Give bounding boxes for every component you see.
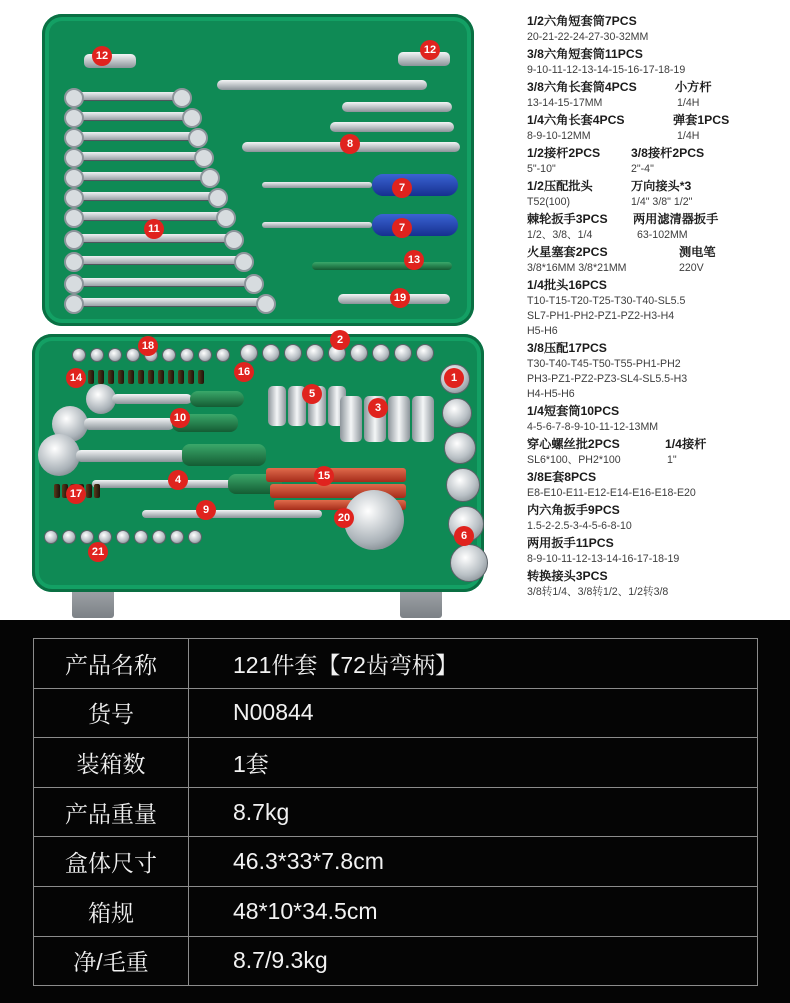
table-row (34, 787, 758, 837)
badge: 11 (144, 219, 164, 239)
socket (152, 530, 166, 544)
large-socket (442, 398, 472, 428)
socket (162, 348, 176, 362)
badge: 1 (444, 368, 464, 388)
badge: 16 (234, 362, 254, 382)
socket (134, 530, 148, 544)
badge: 15 (314, 466, 334, 486)
combination-wrench (74, 132, 198, 140)
table-value: 121件套【72齿弯柄】 (189, 639, 758, 689)
badge: 6 (454, 526, 474, 546)
spec-detail: SL7-PH1-PH2-PZ1-PZ2-H3-H4 (527, 310, 675, 322)
socket (284, 344, 302, 362)
spec-detail-row (527, 261, 785, 276)
spec-title: 小方杆 (675, 80, 712, 94)
spec-detail: 1/2、3/8、1/4 (527, 229, 593, 241)
bit (94, 484, 100, 498)
table-row (34, 639, 758, 689)
spec-title: 1/2接杆2PCS (527, 146, 601, 160)
large-socket (450, 544, 488, 582)
bit (86, 484, 92, 498)
spec-detail: 1/4H (677, 130, 700, 142)
socket (350, 344, 368, 362)
product-info-panel (0, 620, 790, 1003)
combination-wrench (74, 172, 210, 180)
spec-title: 3/8压配17PCS (527, 341, 607, 355)
socket (44, 530, 58, 544)
spec-title: 万向接头*3 (631, 179, 692, 193)
table-value: 8.7/9.3kg (189, 936, 758, 986)
spec-title-row (527, 243, 785, 261)
bit (88, 370, 94, 384)
badge: 12 (92, 46, 112, 66)
combination-wrench (74, 278, 254, 286)
badge: 19 (390, 288, 410, 308)
spec-title: 3/8六角长套筒4PCS (527, 80, 637, 94)
table-row (34, 837, 758, 887)
table-value: N00844 (189, 688, 758, 738)
spec-detail: 3/8*16MM 3/8*21MM (527, 262, 627, 274)
spec-title: 1/4批头16PCS (527, 278, 607, 292)
spec-detail-row (527, 453, 785, 468)
hex-key-set (266, 468, 406, 482)
table-value: 48*10*34.5cm (189, 886, 758, 936)
badge: 2 (330, 330, 350, 350)
spec-title: 内六角扳手9PCS (527, 503, 620, 517)
spec-title: 棘轮扳手3PCS (527, 212, 608, 226)
table-row (34, 738, 758, 788)
badge: 17 (66, 484, 86, 504)
table-key: 净/毛重 (34, 936, 189, 986)
socket (80, 530, 94, 544)
spec-detail: 13-14-15-17MM (527, 97, 603, 109)
spec-detail: 8-9-10-12MM (527, 130, 591, 142)
spec-detail: 2"-4" (631, 163, 654, 175)
socket (90, 348, 104, 362)
spec-title-row (527, 111, 785, 129)
screwdriver (372, 214, 458, 236)
spec-title: 1/2压配批头 (527, 179, 593, 193)
table-key: 装箱数 (34, 738, 189, 788)
spec-detail: 220V (679, 262, 704, 274)
badge: 4 (168, 470, 188, 490)
ratchet-shaft (112, 394, 192, 404)
test-pen (312, 262, 452, 270)
table-value: 1套 (189, 738, 758, 788)
spec-detail: 8-9-10-11-12-13-14-16-17-18-19 (527, 553, 680, 565)
spec-detail: 1.5-2-2.5-3-4-5-6-8-10 (527, 520, 632, 532)
table-row (34, 936, 758, 986)
product-info-table (33, 638, 758, 986)
spec-title: 1/4接杆 (665, 437, 707, 451)
spec-title-row (527, 78, 785, 96)
socket (108, 348, 122, 362)
combination-wrench (74, 152, 204, 160)
badge: 10 (170, 408, 190, 428)
bit (118, 370, 124, 384)
large-socket (444, 432, 476, 464)
spec-detail: T52(100) (527, 196, 570, 208)
socket (416, 344, 434, 362)
spec-list (527, 12, 785, 600)
extension-bar (330, 122, 454, 132)
large-socket (446, 468, 480, 502)
ratchet-head (38, 434, 80, 476)
bit (108, 370, 114, 384)
spec-detail: SL6*100、PH2*100 (527, 454, 621, 466)
spec-detail: 3/8转1/4、3/8转1/2、1/2转3/8 (527, 586, 669, 598)
spec-detail: 1/4" 3/8" 1/2" (631, 196, 693, 208)
spec-detail: E8-E10-E11-E12-E14-E16-E18-E20 (527, 487, 696, 499)
badge: 18 (138, 336, 158, 356)
screwdriver (372, 174, 458, 196)
spec-detail-row (527, 129, 785, 144)
spec-detail: H5-H6 (527, 325, 558, 337)
socket (170, 530, 184, 544)
combination-wrench (74, 192, 218, 200)
bit (54, 484, 60, 498)
badge: 9 (196, 500, 216, 520)
table-key: 箱规 (34, 886, 189, 936)
socket (180, 348, 194, 362)
spec-detail: 4-5-6-7-8-9-10-11-12-13MM (527, 421, 659, 433)
spec-title: 弹套1PCS (673, 113, 730, 127)
ratchet-shaft (76, 450, 186, 462)
spec-title: 两用扳手11PCS (527, 536, 614, 550)
badge: 3 (368, 398, 388, 418)
ratchet-grip (190, 391, 244, 407)
bit (148, 370, 154, 384)
spec-detail: T10-T15-T20-T25-T30-T40-SL5.5 (527, 295, 686, 307)
socket (306, 344, 324, 362)
socket (372, 344, 390, 362)
badge: 20 (334, 508, 354, 528)
combination-wrench (74, 256, 244, 264)
bit (178, 370, 184, 384)
bit (128, 370, 134, 384)
socket (62, 530, 76, 544)
spec-title: 1/4六角长套4PCS (527, 113, 625, 127)
spec-title-row (527, 435, 785, 453)
long-socket (268, 386, 286, 426)
spec-title: 穿心螺丝批2PCS (527, 437, 620, 451)
combination-wrench (74, 298, 266, 306)
table-value: 8.7kg (189, 787, 758, 837)
spec-detail: 5"-10" (527, 163, 556, 175)
spec-detail: 63-102MM (637, 229, 688, 241)
spec-title: 1/4短套筒10PCS (527, 404, 620, 418)
spec-detail: H4-H5-H6 (527, 388, 575, 400)
long-socket (388, 396, 410, 442)
socket (72, 348, 86, 362)
badge: 7 (392, 178, 412, 198)
spec-detail: PH3-PZ1-PZ2-PZ3-SL4-SL5.5-H3 (527, 373, 688, 385)
ratchet-shaft (84, 418, 174, 430)
socket (198, 348, 212, 362)
spec-detail-row (527, 228, 785, 243)
badge: 12 (420, 40, 440, 60)
combination-wrench (74, 92, 182, 100)
spec-title-row (527, 210, 785, 228)
spec-detail-row (527, 195, 785, 210)
socket (188, 530, 202, 544)
bit (168, 370, 174, 384)
spec-title: 3/8接杆2PCS (631, 146, 705, 160)
bit (198, 370, 204, 384)
bit (138, 370, 144, 384)
spec-title-row (527, 177, 785, 195)
long-socket (412, 396, 434, 442)
spec-title: 1/2六角短套筒7PCS (527, 14, 637, 28)
socket (262, 344, 280, 362)
badge: 14 (66, 368, 86, 388)
long-socket (340, 396, 362, 442)
badge: 5 (302, 384, 322, 404)
badge: 7 (392, 218, 412, 238)
spec-detail: 20-21-22-24-27-30-32MM (527, 31, 649, 43)
spec-title: 火星塞套2PCS (527, 245, 608, 259)
badge: 21 (88, 542, 108, 562)
spec-title: 两用滤清器扳手 (633, 212, 719, 226)
spec-detail: T30-T40-T45-T50-T55-PH1-PH2 (527, 358, 681, 370)
spec-detail-row (527, 162, 785, 177)
table-row (34, 688, 758, 738)
extension-bar (342, 102, 452, 112)
spec-title-row (527, 144, 785, 162)
extension-bar (217, 80, 427, 90)
socket (394, 344, 412, 362)
spec-title: 测电笔 (679, 245, 716, 259)
spec-title: 3/8六角短套筒11PCS (527, 47, 643, 61)
spec-title: 3/8E套8PCS (527, 470, 597, 484)
table-row (34, 886, 758, 936)
ratchet-grip (182, 444, 266, 466)
spec-detail: 1" (667, 454, 677, 466)
bit (188, 370, 194, 384)
spec-detail-row (527, 96, 785, 111)
spec-title: 转换接头3PCS (527, 569, 608, 583)
bit (98, 370, 104, 384)
socket (116, 530, 130, 544)
table-key: 产品名称 (34, 639, 189, 689)
badge: 13 (404, 250, 424, 270)
spec-detail: 9-10-11-12-13-14-15-16-17-18-19 (527, 64, 686, 76)
table-value: 46.3*33*7.8cm (189, 837, 758, 887)
table-key: 货号 (34, 688, 189, 738)
socket (216, 348, 230, 362)
screwdriver-shaft (92, 480, 232, 488)
adapter-bar (142, 510, 322, 518)
combination-wrench (74, 112, 192, 120)
table-key: 产品重量 (34, 787, 189, 837)
spec-detail: 1/4H (677, 97, 700, 109)
table-key: 盒体尺寸 (34, 837, 189, 887)
badge: 8 (340, 134, 360, 154)
socket (240, 344, 258, 362)
bit (158, 370, 164, 384)
